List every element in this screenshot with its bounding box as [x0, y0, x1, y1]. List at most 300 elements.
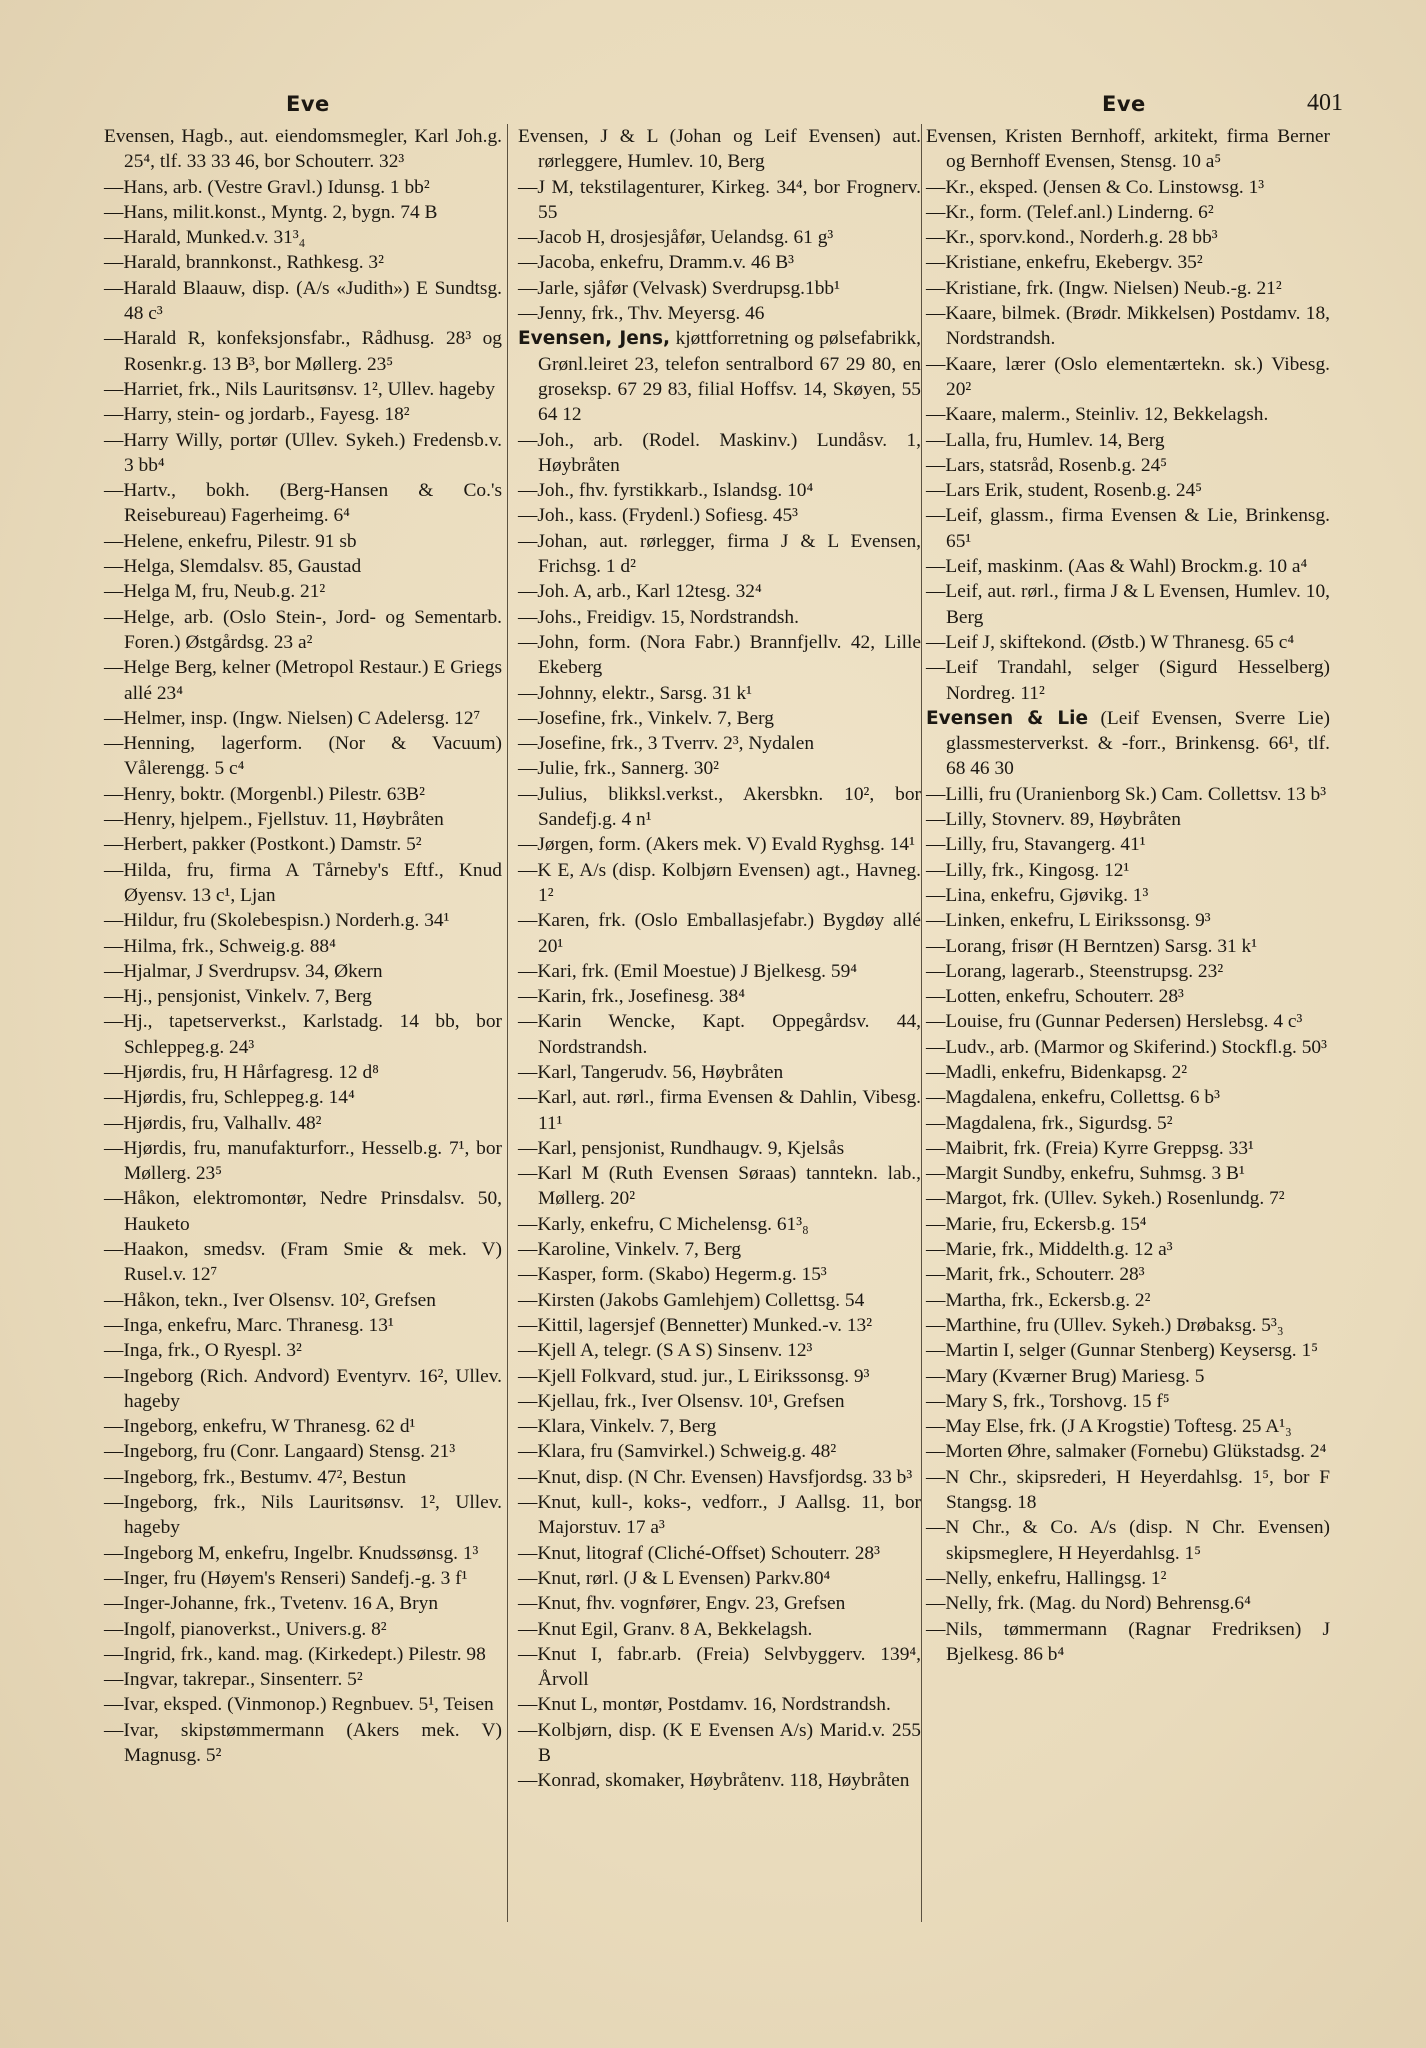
- directory-entry: [518, 731, 921, 756]
- directory-entry: [926, 655, 1330, 706]
- directory-entry: [104, 1136, 502, 1187]
- entry-text: —Kaare, malerm., Steinliv. 12, Bekkelagsh.: [926, 404, 1269, 426]
- directory-entry: [518, 1642, 921, 1693]
- directory-entry: [926, 1262, 1330, 1287]
- directory-entry: [926, 175, 1330, 200]
- entry-text: —Hans, arb. (Vestre Gravl.) Idunsg. 1 bb²: [104, 176, 430, 198]
- directory-entry: [518, 984, 921, 1009]
- entry-text: —Marit, frk., Schouterr. 28³: [926, 1264, 1145, 1286]
- directory-entry: [926, 706, 1330, 782]
- directory-entry: [104, 402, 502, 427]
- entry-text: —Leif, maskinm. (Aas & Wahl) Brockm.g. 10 a⁴: [926, 556, 1308, 578]
- entry-text: —Leif, aut. rørl., firma J & L Evensen, Humlev. 10, Berg: [926, 581, 1330, 628]
- entry-text: —Klara, Vinkelv. 7, Berg: [518, 1416, 717, 1438]
- directory-entry: [926, 1212, 1330, 1237]
- directory-entry: [926, 908, 1330, 933]
- directory-entry: [926, 1364, 1330, 1389]
- entry-text: —Ingeborg (Rich. Andvord) Eventyrv. 16², Ullev. hageby: [104, 1365, 502, 1412]
- directory-entry: [518, 908, 921, 959]
- directory-entry: [518, 832, 921, 857]
- entry-text: —Henry, boktr. (Morgenbl.) Pilestr. 63B²: [104, 783, 425, 805]
- entry-text: —Kristiane, enkefru, Ekebergv. 35²: [926, 252, 1203, 274]
- entry-text: —Knut I, fabr.arb. (Freia) Selvbyggerv. 139⁴, Årvoll: [518, 1643, 921, 1691]
- entry-text: —Madli, enkefru, Bidenkapsg. 2²: [926, 1061, 1188, 1083]
- entry-text: —Kjell Folkvard, stud. jur., L Eirikssonsg. 9³: [518, 1365, 870, 1387]
- entry-text: —Lotten, enkefru, Schouterr. 28³: [926, 986, 1184, 1008]
- entry-text: —Jacoba, enkefru, Dramm.v. 46 B³: [518, 252, 794, 274]
- entry-text: —Martin I, selger (Gunnar Stenberg) Keysersg. 1⁵: [926, 1340, 1318, 1362]
- entry-text: —Kr., form. (Telef.anl.) Linderng. 6²: [926, 201, 1214, 223]
- directory-entry: [518, 1136, 921, 1161]
- directory-entry: [518, 858, 921, 909]
- entry-text: —Lilly, Stovnerv. 89, Høybråten: [926, 809, 1181, 831]
- directory-entry: [518, 301, 921, 326]
- directory-entry: [926, 959, 1330, 984]
- entry-text: —Joh., arb. (Rodel. Maskinv.) Lundåsv. 1, Høybråten: [518, 429, 921, 476]
- entry-text: —Jenny, frk., Thv. Meyersg. 46: [518, 303, 765, 325]
- directory-entry: [104, 1465, 502, 1490]
- entry-text: —Joh. A, arb., Karl 12tesg. 32⁴: [518, 581, 762, 603]
- directory-entry: [518, 1212, 921, 1237]
- entry-text: —Julie, frk., Sannerg. 30²: [518, 758, 719, 780]
- directory-entry: [518, 1591, 921, 1616]
- entry-heading: Evensen, Jens,: [518, 328, 670, 350]
- entry-text: —Jørgen, form. (Akers mek. V) Evald Ryghsg. 14¹: [518, 834, 915, 856]
- entry-text: —Lilly, frk., Kingosg. 12¹: [926, 859, 1130, 881]
- entry-text: —Kaare, lærer (Oslo elementærtekn. sk.) Vibesg. 20²: [926, 353, 1330, 400]
- entry-text: —Inger, fru (Høyem's Renseri) Sandefj.-g. 3 f¹: [104, 1567, 468, 1589]
- entry-text: —Mary S, frk., Torshovg. 15 f⁵: [926, 1390, 1170, 1412]
- directory-entry: [926, 225, 1330, 250]
- entry-text: —Magdalena, enkefru, Collettsg. 6 b³: [926, 1087, 1220, 1109]
- directory-entry: [926, 478, 1330, 503]
- directory-entry: [926, 1186, 1330, 1211]
- directory-entry: [104, 1566, 502, 1591]
- directory-entry: [926, 200, 1330, 225]
- entry-text: —Kirsten (Jakobs Gamlehjem) Collettsg. 54: [518, 1289, 865, 1311]
- entry-text: —Hildur, fru (Skolebespisn.) Norderh.g. 34¹: [104, 910, 450, 932]
- entry-text: —Harald R, konfeksjonsfabr., Rådhusg. 28³ og Rosenkr.g. 13 B³, bor Møllerg. 23⁵: [104, 328, 502, 375]
- directory-entry: [926, 1591, 1330, 1616]
- entry-text: —Josefine, frk., Vinkelv. 7, Berg: [518, 707, 774, 729]
- entry-text: —Joh., fhv. fyrstikkarb., Islandsg. 10⁴: [518, 480, 814, 502]
- directory-entry: [926, 1035, 1330, 1060]
- entry-text: —Håkon, tekn., Iver Olsensv. 10², Grefsen: [104, 1289, 436, 1311]
- directory-entry: [926, 276, 1330, 301]
- entry-text: —Kjell A, telegr. (S A S) Sinsenv. 12³: [518, 1340, 813, 1362]
- directory-entry: [104, 731, 502, 782]
- directory-entry: [104, 1490, 502, 1541]
- column-2: [518, 124, 921, 1794]
- entry-text: kjøttforretning og pølsefabrikk, Grønl.leiret 23, telefon sentralbord 67 29 80, en groseksp. 67 29 83, filial Hoffsv. 14, Skøyen, 55 64 12: [538, 328, 921, 426]
- entry-text: —Linken, enkefru, L Eirikssonsg. 9³: [926, 910, 1211, 932]
- entry-text: —Jarle, sjåfør (Velvask) Sverdrupsg.1bb¹: [518, 277, 840, 299]
- directory-entry: [104, 959, 502, 984]
- directory-entry: [104, 1364, 502, 1415]
- entry-text: —Margit Sundby, enkefru, Suhmsg. 3 B¹: [926, 1163, 1245, 1185]
- entry-text: —Inga, enkefru, Marc. Thranesg. 13¹: [104, 1314, 394, 1336]
- directory-entry: [926, 428, 1330, 453]
- entry-text: —Karin, frk., Josefinesg. 38⁴: [518, 986, 746, 1008]
- entry-text: (Leif Evensen, Sverre Lie) glassmesterverkst. & -forr., Brinkensg. 66¹, tlf. 68 46 30: [946, 707, 1330, 780]
- directory-entry: [518, 1617, 921, 1642]
- entry-text: —Hjalmar, J Sverdrupsv. 34, Økern: [104, 960, 383, 982]
- entry-text: —May Else, frk. (J A Krogstie) Toftesg. 25 A¹₃: [926, 1416, 1292, 1438]
- directory-entry: [926, 124, 1330, 175]
- directory-entry: [104, 782, 502, 807]
- directory-entry: [518, 1237, 921, 1262]
- directory-entry: [104, 326, 502, 377]
- entry-text: —Lorang, frisør (H Berntzen) Sarsg. 31 k¹: [926, 935, 1258, 957]
- entry-text: —Nils, tømmermann (Ragnar Fredriksen) J Bjelkesg. 86 b⁴: [926, 1618, 1330, 1665]
- directory-entry: [104, 1111, 502, 1136]
- directory-entry: [104, 1288, 502, 1313]
- directory-entry: [518, 225, 921, 250]
- entry-text: —Knut Egil, Granv. 8 A, Bekkelagsh.: [518, 1618, 813, 1640]
- directory-entry: [518, 1439, 921, 1464]
- entry-text: —Hjørdis, fru, Schleppeg.g. 14⁴: [104, 1087, 355, 1109]
- directory-entry: [518, 630, 921, 681]
- entry-text: —N Chr., & Co. A/s (disp. N Chr. Evensen) skipsmeglere, H Heyerdahlsg. 1⁵: [926, 1517, 1330, 1564]
- directory-entry: [926, 1439, 1330, 1464]
- entry-text: —Nelly, frk. (Mag. du Nord) Behrensg.6⁴: [926, 1593, 1251, 1615]
- entry-text: —Harald, Munked.v. 31³₄: [104, 227, 306, 249]
- running-head-right: Eve: [1102, 92, 1146, 116]
- entry-text: Evensen, Hagb., aut. eiendomsmegler, Karl Joh.g. 25⁴, tlf. 33 33 46, bor Schouterr. 32³: [104, 126, 502, 173]
- entry-text: —Ingeborg, fru (Conr. Langaard) Stensg. 21³: [104, 1441, 456, 1463]
- entry-text: —Maibrit, frk. (Freia) Kyrre Greppsg. 33¹: [926, 1137, 1254, 1159]
- directory-entry: [518, 124, 921, 175]
- entry-text: —Ingolf, pianoverkst., Univers.g. 8²: [104, 1618, 387, 1640]
- entry-text: —John, form. (Nora Fabr.) Brannfjellv. 42, Lille Ekeberg: [518, 631, 921, 679]
- running-head-left: Eve: [286, 92, 330, 116]
- directory-entry: [104, 1060, 502, 1085]
- entry-text: —Kasper, form. (Skabo) Hegerm.g. 15³: [518, 1264, 827, 1286]
- directory-entry: [518, 1060, 921, 1085]
- entry-text: —Haakon, smedsv. (Fram Smie & mek. V) Rusel.v. 12⁷: [104, 1239, 502, 1286]
- directory-entry: [518, 428, 921, 479]
- entry-text: —Inger-Johanne, frk., Tvetenv. 16 A, Bryn: [104, 1593, 439, 1615]
- entry-text: —Helga M, fru, Neub.g. 21²: [104, 581, 326, 603]
- directory-entry: [518, 782, 921, 833]
- entry-text: —Helge, arb. (Oslo Stein-, Jord- og Sementarb. Foren.) Østgårdsg. 23 a²: [104, 606, 502, 653]
- directory-entry: [926, 1111, 1330, 1136]
- entry-text: —Lina, enkefru, Gjøvikg. 1³: [926, 884, 1149, 906]
- directory-entry: [518, 326, 921, 427]
- entry-text: —N Chr., skipsrederi, H Heyerdahlsg. 1⁵, bor F Stangsg. 18: [926, 1466, 1330, 1514]
- page-number: 401: [1307, 90, 1343, 116]
- entry-text: —Leif J, skiftekond. (Østb.) W Thranesg. 65 c⁴: [926, 631, 1295, 653]
- directory-entry: [104, 124, 502, 175]
- entry-text: —Morten Øhre, salmaker (Fornebu) Glükstadsg. 2⁴: [926, 1441, 1327, 1463]
- directory-entry: [518, 1692, 921, 1717]
- column-divider: [507, 124, 508, 1922]
- directory-entry: [518, 276, 921, 301]
- entry-text: —Ivar, skipstømmermann (Akers mek. V) Magnusg. 5²: [104, 1719, 502, 1766]
- directory-entry: [926, 630, 1330, 655]
- directory-entry: [518, 478, 921, 503]
- entry-text: —Konrad, skomaker, Høybråtenv. 118, Høybråten: [518, 1770, 910, 1792]
- entry-text: —Karl M (Ruth Evensen Søraas) tanntekn. lab., Møllerg. 20²: [518, 1163, 921, 1210]
- entry-text: —Ingeborg, enkefru, W Thranesg. 62 d¹: [104, 1416, 416, 1438]
- entry-text: —Kjellau, frk., Iver Olsensv. 10¹, Grefsen: [518, 1390, 845, 1412]
- entry-text: —Josefine, frk., 3 Tverrv. 2³, Nydalen: [518, 733, 815, 755]
- entry-text: —Hjørdis, fru, H Hårfagresg. 12 d⁸: [104, 1061, 379, 1083]
- entry-text: —Ingeborg, frk., Bestumv. 47², Bestun: [104, 1466, 407, 1488]
- directory-entry: [926, 402, 1330, 427]
- directory-entry: [104, 807, 502, 832]
- entry-text: —Kaare, bilmek. (Brødr. Mikkelsen) Postdamv. 18, Nordstrandsh.: [926, 303, 1330, 350]
- directory-entry: [926, 1136, 1330, 1161]
- entry-text: —Kari, frk. (Emil Moestue) J Bjelkesg. 59⁴: [518, 960, 858, 982]
- entry-text: —Johnny, elektr., Sarsg. 31 k¹: [518, 682, 752, 704]
- column-divider: [921, 124, 922, 1922]
- directory-entry: [104, 1414, 502, 1439]
- directory-entry: [518, 756, 921, 781]
- directory-entry: [926, 352, 1330, 403]
- entry-text: —Knut, litograf (Cliché-Offset) Schouterr. 28³: [518, 1542, 880, 1564]
- entry-text: —Lorang, lagerarb., Steenstrupsg. 23²: [926, 960, 1224, 982]
- entry-text: —Helene, enkefru, Pilestr. 91 sb: [104, 530, 357, 552]
- entry-text: —Herbert, pakker (Postkont.) Damstr. 5²: [104, 834, 422, 856]
- entry-text: —Hartv., bokh. (Berg-Hansen & Co.'s Reisebureau) Fagerheimg. 6⁴: [104, 480, 502, 527]
- entry-heading: Evensen & Lie: [926, 707, 1089, 729]
- entry-text: —Jacob H, drosjesjåfør, Uelandsg. 61 g³: [518, 227, 834, 249]
- entry-text: —Helge Berg, kelner (Metropol Restaur.) E Griegs allé 23⁴: [104, 657, 502, 704]
- directory-entry: [926, 807, 1330, 832]
- directory-entry: [926, 883, 1330, 908]
- directory-entry: [518, 1490, 921, 1541]
- directory-entry: [518, 1313, 921, 1338]
- directory-entry: [926, 934, 1330, 959]
- entry-text: —Margot, frk. (Ullev. Sykeh.) Rosenlundg. 7²: [926, 1188, 1285, 1210]
- directory-entry: [518, 1161, 921, 1212]
- entry-text: —Klara, fru (Samvirkel.) Schweig.g. 48²: [518, 1441, 837, 1463]
- directory-entry: [104, 579, 502, 604]
- directory-entry: [104, 175, 502, 200]
- directory-entry: [518, 1718, 921, 1769]
- directory-entry: [926, 579, 1330, 630]
- entry-text: —Ingeborg, frk., Nils Lauritsønsv. 1², Ullev. hageby: [104, 1492, 502, 1539]
- directory-entry: [926, 503, 1330, 554]
- column-1: [104, 124, 502, 1768]
- entry-text: —Knut, kull-, koks-, vedforr., J Aallsg. 11, bor Majorstuv. 17 a³: [518, 1492, 921, 1539]
- directory-entry: [104, 1617, 502, 1642]
- entry-text: —Kolbjørn, disp. (K E Evensen A/s) Marid.v. 255 B: [518, 1719, 921, 1766]
- entry-text: —Johan, aut. rørlegger, firma J & L Evensen, Frichsg. 1 d²: [518, 530, 921, 578]
- directory-entry: [104, 1692, 502, 1717]
- directory-entry: [104, 225, 502, 250]
- directory-entry: [926, 782, 1330, 807]
- entry-text: —Mary (Kværner Brug) Mariesg. 5: [926, 1365, 1205, 1387]
- entry-text: —Kr., sporv.kond., Norderh.g. 28 bb³: [926, 227, 1218, 249]
- entry-text: —Lars, statsråd, Rosenb.g. 24⁵: [926, 454, 1168, 476]
- entry-text: —Karoline, Vinkelv. 7, Berg: [518, 1239, 742, 1261]
- directory-entry: [926, 858, 1330, 883]
- directory-entry: [926, 1237, 1330, 1262]
- entry-text: —Knut, disp. (N Chr. Evensen) Havsfjordsg. 33 b³: [518, 1466, 913, 1488]
- directory-entry: [104, 276, 502, 327]
- directory-entry: [518, 1414, 921, 1439]
- entry-text: —Julius, blikksl.verkst., Akersbkn. 10², bor Sandefj.g. 4 n¹: [518, 783, 921, 831]
- entry-text: —Louise, fru (Gunnar Pedersen) Herslebsg. 4 c³: [926, 1011, 1303, 1033]
- column-3: [926, 124, 1330, 1667]
- directory-entry: [518, 503, 921, 528]
- entry-text: Evensen, Kristen Bernhoff, arkitekt, firma Berner og Bernhoff Evensen, Stensg. 10 a⁵: [926, 126, 1330, 173]
- directory-entry: [104, 377, 502, 402]
- entry-text: —Hjørdis, fru, manufakturforr., Hesselb.g. 7¹, bor Møllerg. 23⁵: [104, 1137, 502, 1185]
- entry-text: —Leif, glassm., firma Evensen & Lie, Brinkensg. 65¹: [926, 505, 1330, 552]
- directory-entry: [104, 655, 502, 706]
- directory-entry: [518, 959, 921, 984]
- entry-text: —Ingeborg M, enkefru, Ingelbr. Knudssønsg. 1³: [104, 1542, 479, 1564]
- directory-entry: [104, 832, 502, 857]
- entry-text: —Hj., pensjonist, Vinkelv. 7, Berg: [104, 986, 372, 1008]
- entry-text: —Harald Blaauw, disp. (A/s «Judith») E Sundtsg. 48 c³: [104, 277, 502, 325]
- directory-entry: [518, 1364, 921, 1389]
- directory-entry: [926, 1085, 1330, 1110]
- entry-text: —Knut, rørl. (J & L Evensen) Parkv.80⁴: [518, 1567, 831, 1589]
- directory-entry: [926, 1389, 1330, 1414]
- entry-text: —Hilma, frk., Schweig.g. 88⁴: [104, 935, 336, 957]
- entry-text: Evensen, J & L (Johan og Leif Evensen) aut. rørleggere, Humlev. 10, Berg: [518, 126, 921, 173]
- directory-entry: [104, 250, 502, 275]
- entry-text: —Karl, pensjonist, Rundhaugv. 9, Kjelsås: [518, 1137, 845, 1159]
- directory-entry: [104, 1642, 502, 1667]
- directory-entry: [104, 1009, 502, 1060]
- directory-entry: [518, 250, 921, 275]
- entry-text: —Karly, enkefru, C Michelensg. 61³₈: [518, 1213, 809, 1235]
- entry-text: —Hjørdis, fru, Valhallv. 48²: [104, 1112, 322, 1134]
- entry-text: —Karl, aut. rørl., firma Evensen & Dahlin, Vibesg. 11¹: [518, 1087, 921, 1134]
- directory-entry: [104, 1591, 502, 1616]
- entry-text: —Johs., Freidigv. 15, Nordstrandsh.: [518, 606, 799, 628]
- directory-entry: [104, 706, 502, 731]
- directory-entry: [518, 681, 921, 706]
- directory-entry: [518, 529, 921, 580]
- directory-entry: [926, 1288, 1330, 1313]
- entry-text: —Leif Trandahl, selger (Sigurd Hesselberg) Nordreg. 11²: [926, 657, 1330, 704]
- directory-entry: [104, 1667, 502, 1692]
- entry-text: —Marie, fru, Eckersb.g. 15⁴: [926, 1213, 1147, 1235]
- entry-text: —Karin Wencke, Kapt. Oppegårdsv. 44, Nordstrandsh.: [518, 1011, 921, 1058]
- directory-entry: [518, 1085, 921, 1136]
- entry-text: —Lilli, fru (Uranienborg Sk.) Cam. Collettsv. 13 b³: [926, 783, 1327, 805]
- directory-entry: [926, 832, 1330, 857]
- entry-text: —Ludv., arb. (Marmor og Skiferind.) Stockfl.g. 50³: [926, 1036, 1327, 1058]
- entry-text: —Helmer, insp. (Ingw. Nielsen) C Adelersg. 12⁷: [104, 707, 481, 729]
- directory-entry: [518, 1768, 921, 1793]
- entry-text: —Knut L, montør, Postdamv. 16, Nordstrandsh.: [518, 1694, 891, 1716]
- entry-text: —Lars Erik, student, Rosenb.g. 24⁵: [926, 480, 1203, 502]
- directory-entry: [926, 453, 1330, 478]
- entry-text: —Ivar, eksped. (Vinmonop.) Regnbuev. 5¹, Teisen: [104, 1694, 494, 1716]
- entry-text: —Karl, Tangerudv. 56, Høybråten: [518, 1061, 784, 1083]
- directory-entry: [104, 1541, 502, 1566]
- directory-entry: [926, 1009, 1330, 1034]
- directory-entry: [926, 301, 1330, 352]
- directory-entry: [104, 1085, 502, 1110]
- directory-entry: [518, 1389, 921, 1414]
- entry-text: —K E, A/s (disp. Kolbjørn Evensen) agt., Havneg. 1²: [518, 859, 921, 906]
- entry-text: —Henning, lagerform. (Nor & Vacuum) Vålerengg. 5 c⁴: [104, 733, 502, 780]
- directory-entry: [518, 1465, 921, 1490]
- directory-entry: [926, 554, 1330, 579]
- entry-text: —Nelly, enkefru, Hallingsg. 1²: [926, 1567, 1167, 1589]
- directory-entry: [104, 1718, 502, 1769]
- directory-entry: [104, 200, 502, 225]
- directory-entry: [926, 250, 1330, 275]
- directory-entry: [926, 1414, 1330, 1439]
- directory-entry: [926, 1617, 1330, 1668]
- entry-text: —Håkon, elektromontør, Nedre Prinsdalsv. 50, Hauketo: [104, 1188, 502, 1235]
- entry-text: —Hans, milit.konst., Myntg. 2, bygn. 74 B: [104, 201, 438, 223]
- directory-entry: [926, 1060, 1330, 1085]
- directory-entry: [926, 1515, 1330, 1566]
- directory-entry: [926, 1161, 1330, 1186]
- entry-text: —Hj., tapetserverkst., Karlstadg. 14 bb, bor Schleppeg.g. 24³: [104, 1011, 502, 1058]
- directory-entry: [104, 1186, 502, 1237]
- directory-entry: [518, 175, 921, 226]
- entry-text: —Harriet, frk., Nils Lauritsønsv. 1², Ullev. hageby: [104, 378, 496, 400]
- directory-entry: [104, 1439, 502, 1464]
- entry-text: —Kittil, lagersjef (Bennetter) Munked.-v. 13²: [518, 1314, 873, 1336]
- directory-entry: [518, 579, 921, 604]
- entry-text: —Harry, stein- og jordarb., Fayesg. 18²: [104, 404, 410, 426]
- directory-entry: [104, 478, 502, 529]
- directory-entry: [104, 428, 502, 479]
- entry-text: —Ingvar, takrepar., Sinsenterr. 5²: [104, 1669, 363, 1691]
- directory-entry: [104, 908, 502, 933]
- entry-text: —Karen, frk. (Oslo Emballasjefabr.) Bygdøy allé 20¹: [518, 910, 921, 957]
- entry-text: —Martha, frk., Eckersb.g. 2²: [926, 1289, 1151, 1311]
- directory-entry: [104, 934, 502, 959]
- entry-text: —Henry, hjelpem., Fjellstuv. 11, Høybråten: [104, 809, 444, 831]
- directory-entry: [104, 1313, 502, 1338]
- directory-entry: [104, 1237, 502, 1288]
- directory-entry: [926, 984, 1330, 1009]
- directory-entry: [104, 858, 502, 909]
- directory-entry: [518, 706, 921, 731]
- directory-entry: [518, 1009, 921, 1060]
- entry-text: —Hilda, fru, firma A Tårneby's Eftf., Knud Øyensv. 13 c¹, Ljan: [104, 859, 502, 906]
- directory-entry: [104, 1338, 502, 1363]
- directory-entry: [518, 605, 921, 630]
- entry-text: —Harald, brannkonst., Rathkesg. 3²: [104, 252, 384, 274]
- directory-entry: [104, 984, 502, 1009]
- entry-text: —Knut, fhv. vognfører, Engv. 23, Grefsen: [518, 1593, 846, 1615]
- entry-text: —Marthine, fru (Ullev. Sykeh.) Drøbaksg. 5³₃: [926, 1314, 1284, 1336]
- directory-entry: [926, 1338, 1330, 1363]
- directory-entry: [518, 1288, 921, 1313]
- entry-text: —Kristiane, frk. (Ingw. Nielsen) Neub.-g. 21²: [926, 277, 1282, 299]
- entry-text: —Harry Willy, portør (Ullev. Sykeh.) Fredensb.v. 3 bb⁴: [104, 429, 502, 476]
- directory-entry: [926, 1313, 1330, 1338]
- directory-entry: [104, 529, 502, 554]
- directory-entry: [518, 1262, 921, 1287]
- entry-text: —Lilly, fru, Stavangerg. 41¹: [926, 834, 1146, 856]
- entry-text: —Kr., eksped. (Jensen & Co. Linstowsg. 1³: [926, 176, 1265, 198]
- entry-text: —Inga, frk., O Ryespl. 3²: [104, 1340, 302, 1362]
- directory-entry: [104, 605, 502, 656]
- entry-text: —Magdalena, frk., Sigurdsg. 5²: [926, 1112, 1173, 1134]
- directory-entry: [104, 554, 502, 579]
- entry-text: —Ingrid, frk., kand. mag. (Kirkedept.) Pilestr. 98: [104, 1643, 486, 1665]
- entry-text: —Marie, frk., Middelth.g. 12 a³: [926, 1239, 1173, 1261]
- directory-entry: [518, 1541, 921, 1566]
- entry-text: —Helga, Slemdalsv. 85, Gaustad: [104, 556, 362, 578]
- directory-entry: [518, 1566, 921, 1591]
